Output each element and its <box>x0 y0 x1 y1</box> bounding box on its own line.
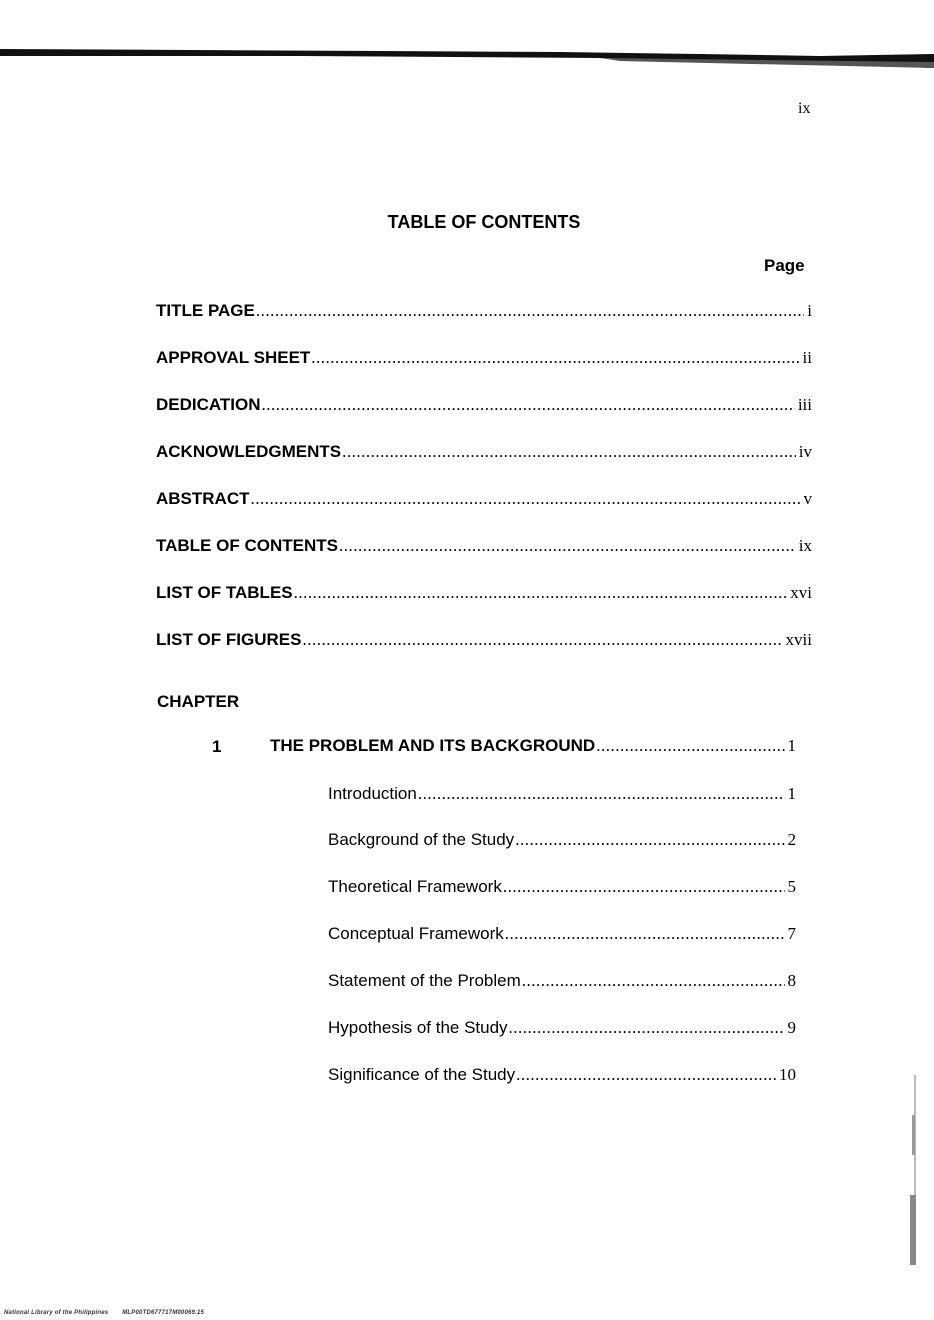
toc-entry-label: APPROVAL SHEET <box>156 348 311 367</box>
toc-entry-page: xvii <box>785 630 812 649</box>
dot-leader <box>262 395 795 415</box>
chapter-title: THE PROBLEM AND ITS BACKGROUND <box>270 736 596 755</box>
section-entry[interactable] <box>328 971 796 991</box>
toc-entry-page: iv <box>798 442 812 461</box>
dot-leader <box>505 924 785 944</box>
section-label: Hypothesis of the Study <box>328 1018 508 1037</box>
toc-entry-page: iii <box>797 395 812 414</box>
chapter-entry[interactable] <box>270 736 796 756</box>
dot-leader <box>516 1065 776 1085</box>
section-label: Conceptual Framework <box>328 924 504 943</box>
scan-shadow-band <box>0 44 934 70</box>
toc-entry-label: DEDICATION <box>156 395 261 414</box>
section-entry[interactable] <box>328 1065 796 1085</box>
dot-leader <box>339 536 796 556</box>
section-entry[interactable] <box>328 1018 796 1038</box>
dot-leader <box>302 630 782 650</box>
dot-leader <box>294 583 788 603</box>
section-page: 8 <box>787 971 796 990</box>
section-page: 7 <box>787 924 796 943</box>
dot-leader <box>522 971 785 991</box>
section-page: 5 <box>787 877 796 896</box>
toc-entry-label: LIST OF FIGURES <box>156 630 302 649</box>
footer-code: MLP00TD677717M00069.15 <box>122 1310 205 1316</box>
section-label: Significance of the Study <box>328 1065 516 1084</box>
toc-entry[interactable] <box>156 630 812 650</box>
dot-leader <box>515 830 784 850</box>
toc-entry-page: ix <box>798 536 812 555</box>
chapter-page: 1 <box>787 736 796 755</box>
section-entry[interactable] <box>328 877 796 897</box>
dot-leader <box>418 784 785 804</box>
toc-entry-label: TABLE OF CONTENTS <box>156 536 338 555</box>
toc-entry[interactable] <box>156 583 812 603</box>
section-label: Introduction <box>328 784 417 803</box>
page-number: ix <box>798 100 811 117</box>
section-label: Statement of the Problem <box>328 971 521 990</box>
toc-entry-page: v <box>803 489 812 508</box>
chapter-heading: CHAPTER <box>157 692 240 711</box>
toc-entry-label: ACKNOWLEDGMENTS <box>156 442 342 461</box>
toc-entry[interactable] <box>156 348 812 368</box>
chapter-number: 1 <box>212 737 222 756</box>
section-entry[interactable] <box>328 830 796 850</box>
dot-leader <box>311 348 799 368</box>
toc-entry-page: i <box>807 301 812 320</box>
dot-leader <box>342 442 796 462</box>
section-page: 10 <box>779 1065 796 1084</box>
section-entry[interactable] <box>328 784 796 804</box>
page-title: TABLE OF CONTENTS <box>387 212 581 232</box>
section-page: 9 <box>787 1018 796 1037</box>
page-column-header: Page <box>764 256 805 275</box>
toc-entry[interactable] <box>156 489 812 509</box>
dot-leader <box>596 736 784 756</box>
section-page: 1 <box>787 784 796 803</box>
dot-leader <box>509 1018 785 1038</box>
toc-entry-label: ABSTRACT <box>156 489 250 508</box>
toc-entry[interactable] <box>156 301 812 321</box>
section-page: 2 <box>787 830 796 849</box>
toc-entry[interactable] <box>156 395 812 415</box>
toc-entry-page: ii <box>802 348 812 367</box>
scan-footer <box>4 1310 204 1316</box>
toc-entry[interactable] <box>156 442 812 462</box>
toc-entry[interactable] <box>156 536 812 556</box>
dot-leader <box>251 489 801 509</box>
dot-leader <box>503 877 785 897</box>
toc-entry-label: TITLE PAGE <box>156 301 255 320</box>
footer-library: National Library of the Philippines <box>4 1310 109 1316</box>
toc-entry-page: xvi <box>790 583 812 602</box>
scan-edge-noise <box>900 1075 920 1265</box>
section-entry[interactable] <box>328 924 796 944</box>
section-label: Theoretical Framework <box>328 877 502 896</box>
toc-entry-label: LIST OF TABLES <box>156 583 293 602</box>
dot-leader <box>256 301 804 321</box>
section-label: Background of the Study <box>328 830 515 849</box>
